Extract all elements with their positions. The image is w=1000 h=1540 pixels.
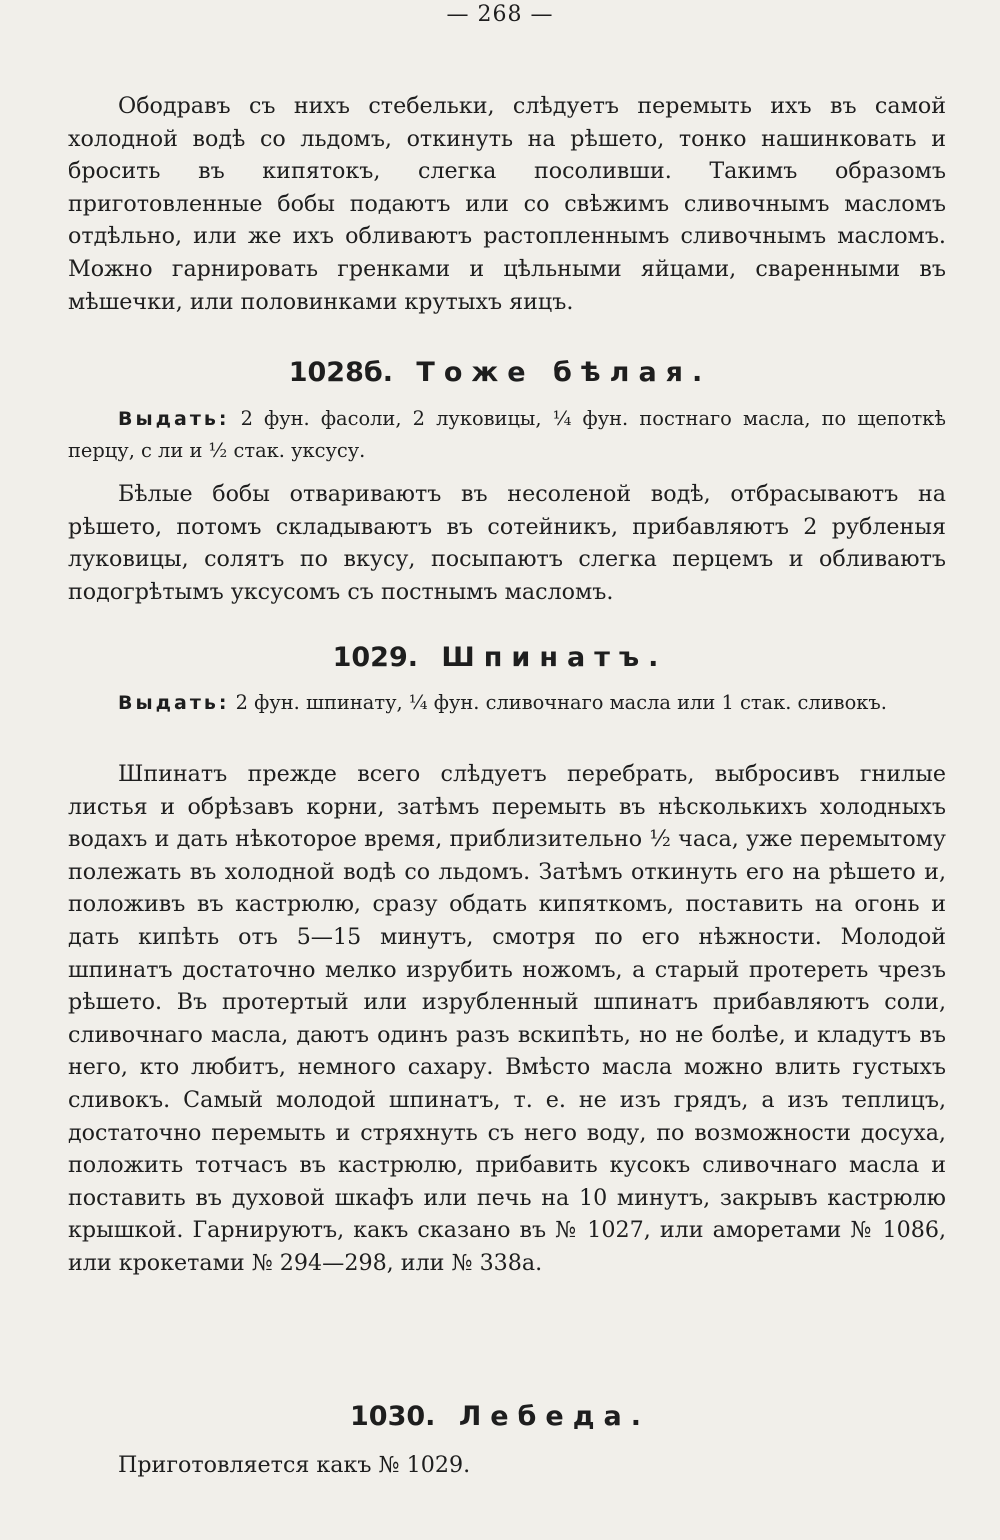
issue-text: 2 фун. шпинату, ¼ фун. сливочнаго масла или 1 стак. сливокъ. xyxy=(235,691,887,714)
recipe-heading-1028b xyxy=(0,356,1000,390)
recipe-ingredients-1028b xyxy=(68,403,946,467)
page-number: — 268 — xyxy=(446,2,554,27)
recipe-number: 1029. xyxy=(332,642,418,673)
recipe-title: Лебеда. xyxy=(458,1401,650,1432)
intro-paragraph: Ободравъ съ нихъ стебельки, слѣдуетъ перемыть ихъ въ самой холодной водѣ со льдомъ, откинуть на рѣшето, тонко нашинковать и бросить въ кипятокъ, слегка посоливши. Такимъ образомъ приготовленные бобы подаютъ или со свѣжимъ сливочнымъ масломъ отдѣльно, или же ихъ обливаютъ растопленнымъ сливочнымъ масломъ. Можно гарнировать гренками и цѣльными яйцами, сваренными въ мѣшечки, или половинками крутыхъ яицъ. xyxy=(68,93,946,315)
recipe-number: 1030. xyxy=(350,1401,436,1432)
recipe-heading-1029 xyxy=(0,641,1000,675)
issue-text: 2 фун. фасоли, 2 луковицы, ¼ фун. постнаго масла, по щепоткѣ перцу, с ли и ½ стак. уксусу. xyxy=(68,407,946,462)
recipe-body-1028b: Бѣлые бобы отвариваютъ въ несоленой водѣ, отбрасываютъ на рѣшето, потомъ складываютъ въ сотейникъ, прибавляютъ 2 рубленыя луковицы, солятъ по вкусу, посыпаютъ слегка перцемъ и обливаютъ подогрѣтымъ уксусомъ съ постнымъ масломъ. xyxy=(68,481,946,605)
recipe-title: Шпинатъ. xyxy=(441,642,668,673)
recipe-ingredients-1029 xyxy=(68,687,946,719)
recipe-title: Тоже бѣлая. xyxy=(416,357,712,388)
recipe-heading-1030 xyxy=(0,1400,1000,1434)
issue-label: Выдать: xyxy=(118,692,230,714)
recipe-body-1030: Приготовляется какъ № 1029. xyxy=(118,1452,471,1478)
recipe-number: 1028б. xyxy=(288,357,393,388)
recipe-body-1029: Шпинатъ прежде всего слѣдуетъ перебрать, выбросивъ гнилые листья и обрѣзавъ корни, затѣмъ перемыть въ нѣсколькихъ холодныхъ водахъ и дать нѣкоторое время, приблизительно ½ часа, уже перемытому полежать въ холодной водѣ со льдомъ. Затѣмъ откинуть его на рѣшето и, положивъ въ кастрюлю, сразу обдать кипяткомъ, поставить на огонь и дать кипѣть отъ 5—15 минутъ, смотря по его нѣжности. Молодой шпинатъ достаточно мелко изрубить ножомъ, а старый протереть чрезъ рѣшето. Въ протертый или изрубленный шпинатъ прибавляютъ соли, сливочнаго масла, даютъ одинъ разъ вскипѣть, но не болѣе, и кладутъ въ него, кто любитъ, немного сахару. Вмѣсто масла можно влить густыхъ сливокъ. Самый молодой шпинатъ, т. е. не изъ грядъ, а изъ теплицъ, достаточно перемыть и стряхнуть съ него воду, по возможности досуха, положить тотчасъ въ кастрюлю, прибавить кусокъ сливочнаго масла и поставить въ духовой шкафъ или печь на 10 минутъ, закрывъ кастрюлю крышкой. Гарнируютъ, какъ сказано въ № 1027, или аморетами № 1086, или крокетами № 294—298, или № 338а. xyxy=(68,761,946,1276)
issue-label: Выдать: xyxy=(118,408,230,430)
